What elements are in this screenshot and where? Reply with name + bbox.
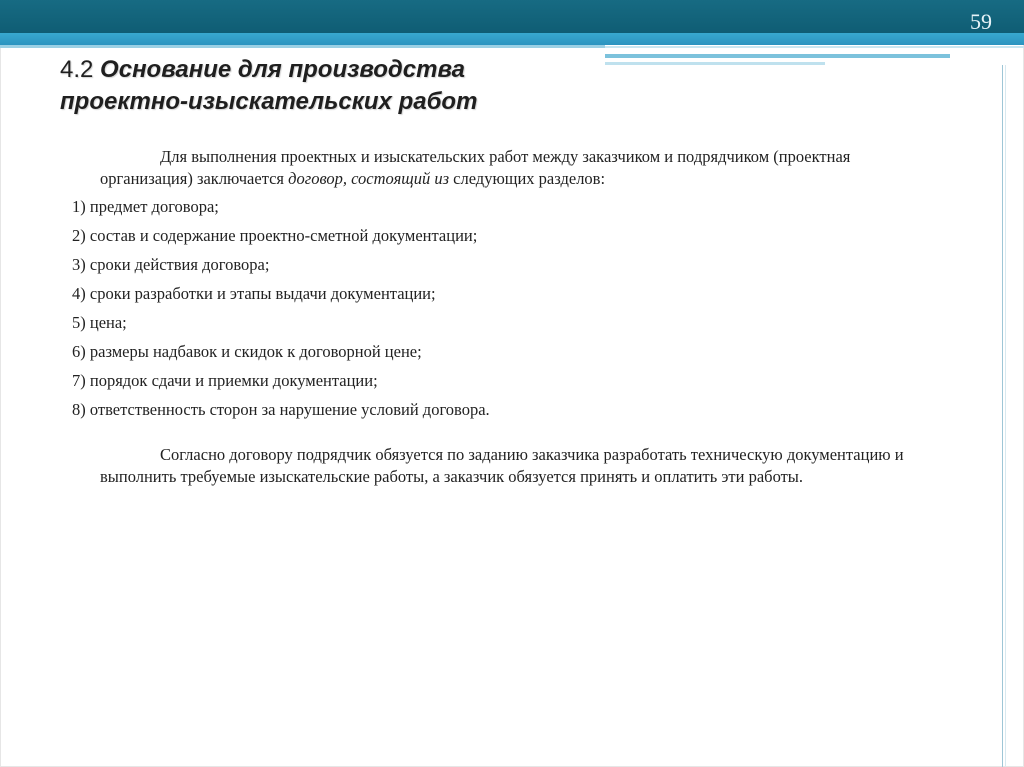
intro-paragraph [100, 146, 920, 190]
header-band-dark [0, 0, 1024, 33]
intro-text: Для выполнения проектных и изыскательских работ между заказчиком и подрядчиком (проектная организация) заключается [100, 147, 851, 188]
list-item: 7) порядок сдачи и приемки документации; [72, 371, 378, 390]
right-divider [1002, 65, 1003, 767]
header-stripe [0, 45, 605, 48]
list-item: 8) ответственность сторон за нарушение условий договора. [72, 400, 490, 419]
contract-sections-list [72, 196, 952, 421]
page-number: 59 [970, 9, 992, 34]
title-number: 4.2 [60, 56, 94, 83]
list-item: 1) предмет договора; [72, 197, 219, 216]
title-line2: проектно-изыскательских работ [60, 88, 478, 115]
closing-paragraph: Согласно договору подрядчик обязуется по заданию заказчика разработать техническую документацию и выполнить требуемые изыскательские работы, а заказчик обязуется принять и оплатить эти работы. [100, 445, 904, 486]
list-item: 2) состав и содержание проектно-сметной документации; [72, 226, 478, 245]
list-item: 3) сроки действия договора; [72, 255, 270, 274]
slide-title [60, 54, 660, 118]
slide-body [72, 146, 952, 488]
title-line1: Основание для производства [100, 56, 465, 83]
list-item: 5) цена; [72, 313, 127, 332]
header-stripe [605, 46, 1024, 48]
header-band-light [0, 33, 1024, 45]
list-item: 4) сроки разработки и этапы выдачи документации; [72, 284, 436, 303]
intro-text-end: следующих разделов: [449, 169, 606, 188]
list-item: 6) размеры надбавок и скидок к договорной цене; [72, 342, 422, 361]
intro-italic: договор, состоящий из [288, 169, 450, 188]
right-divider [1005, 65, 1006, 767]
